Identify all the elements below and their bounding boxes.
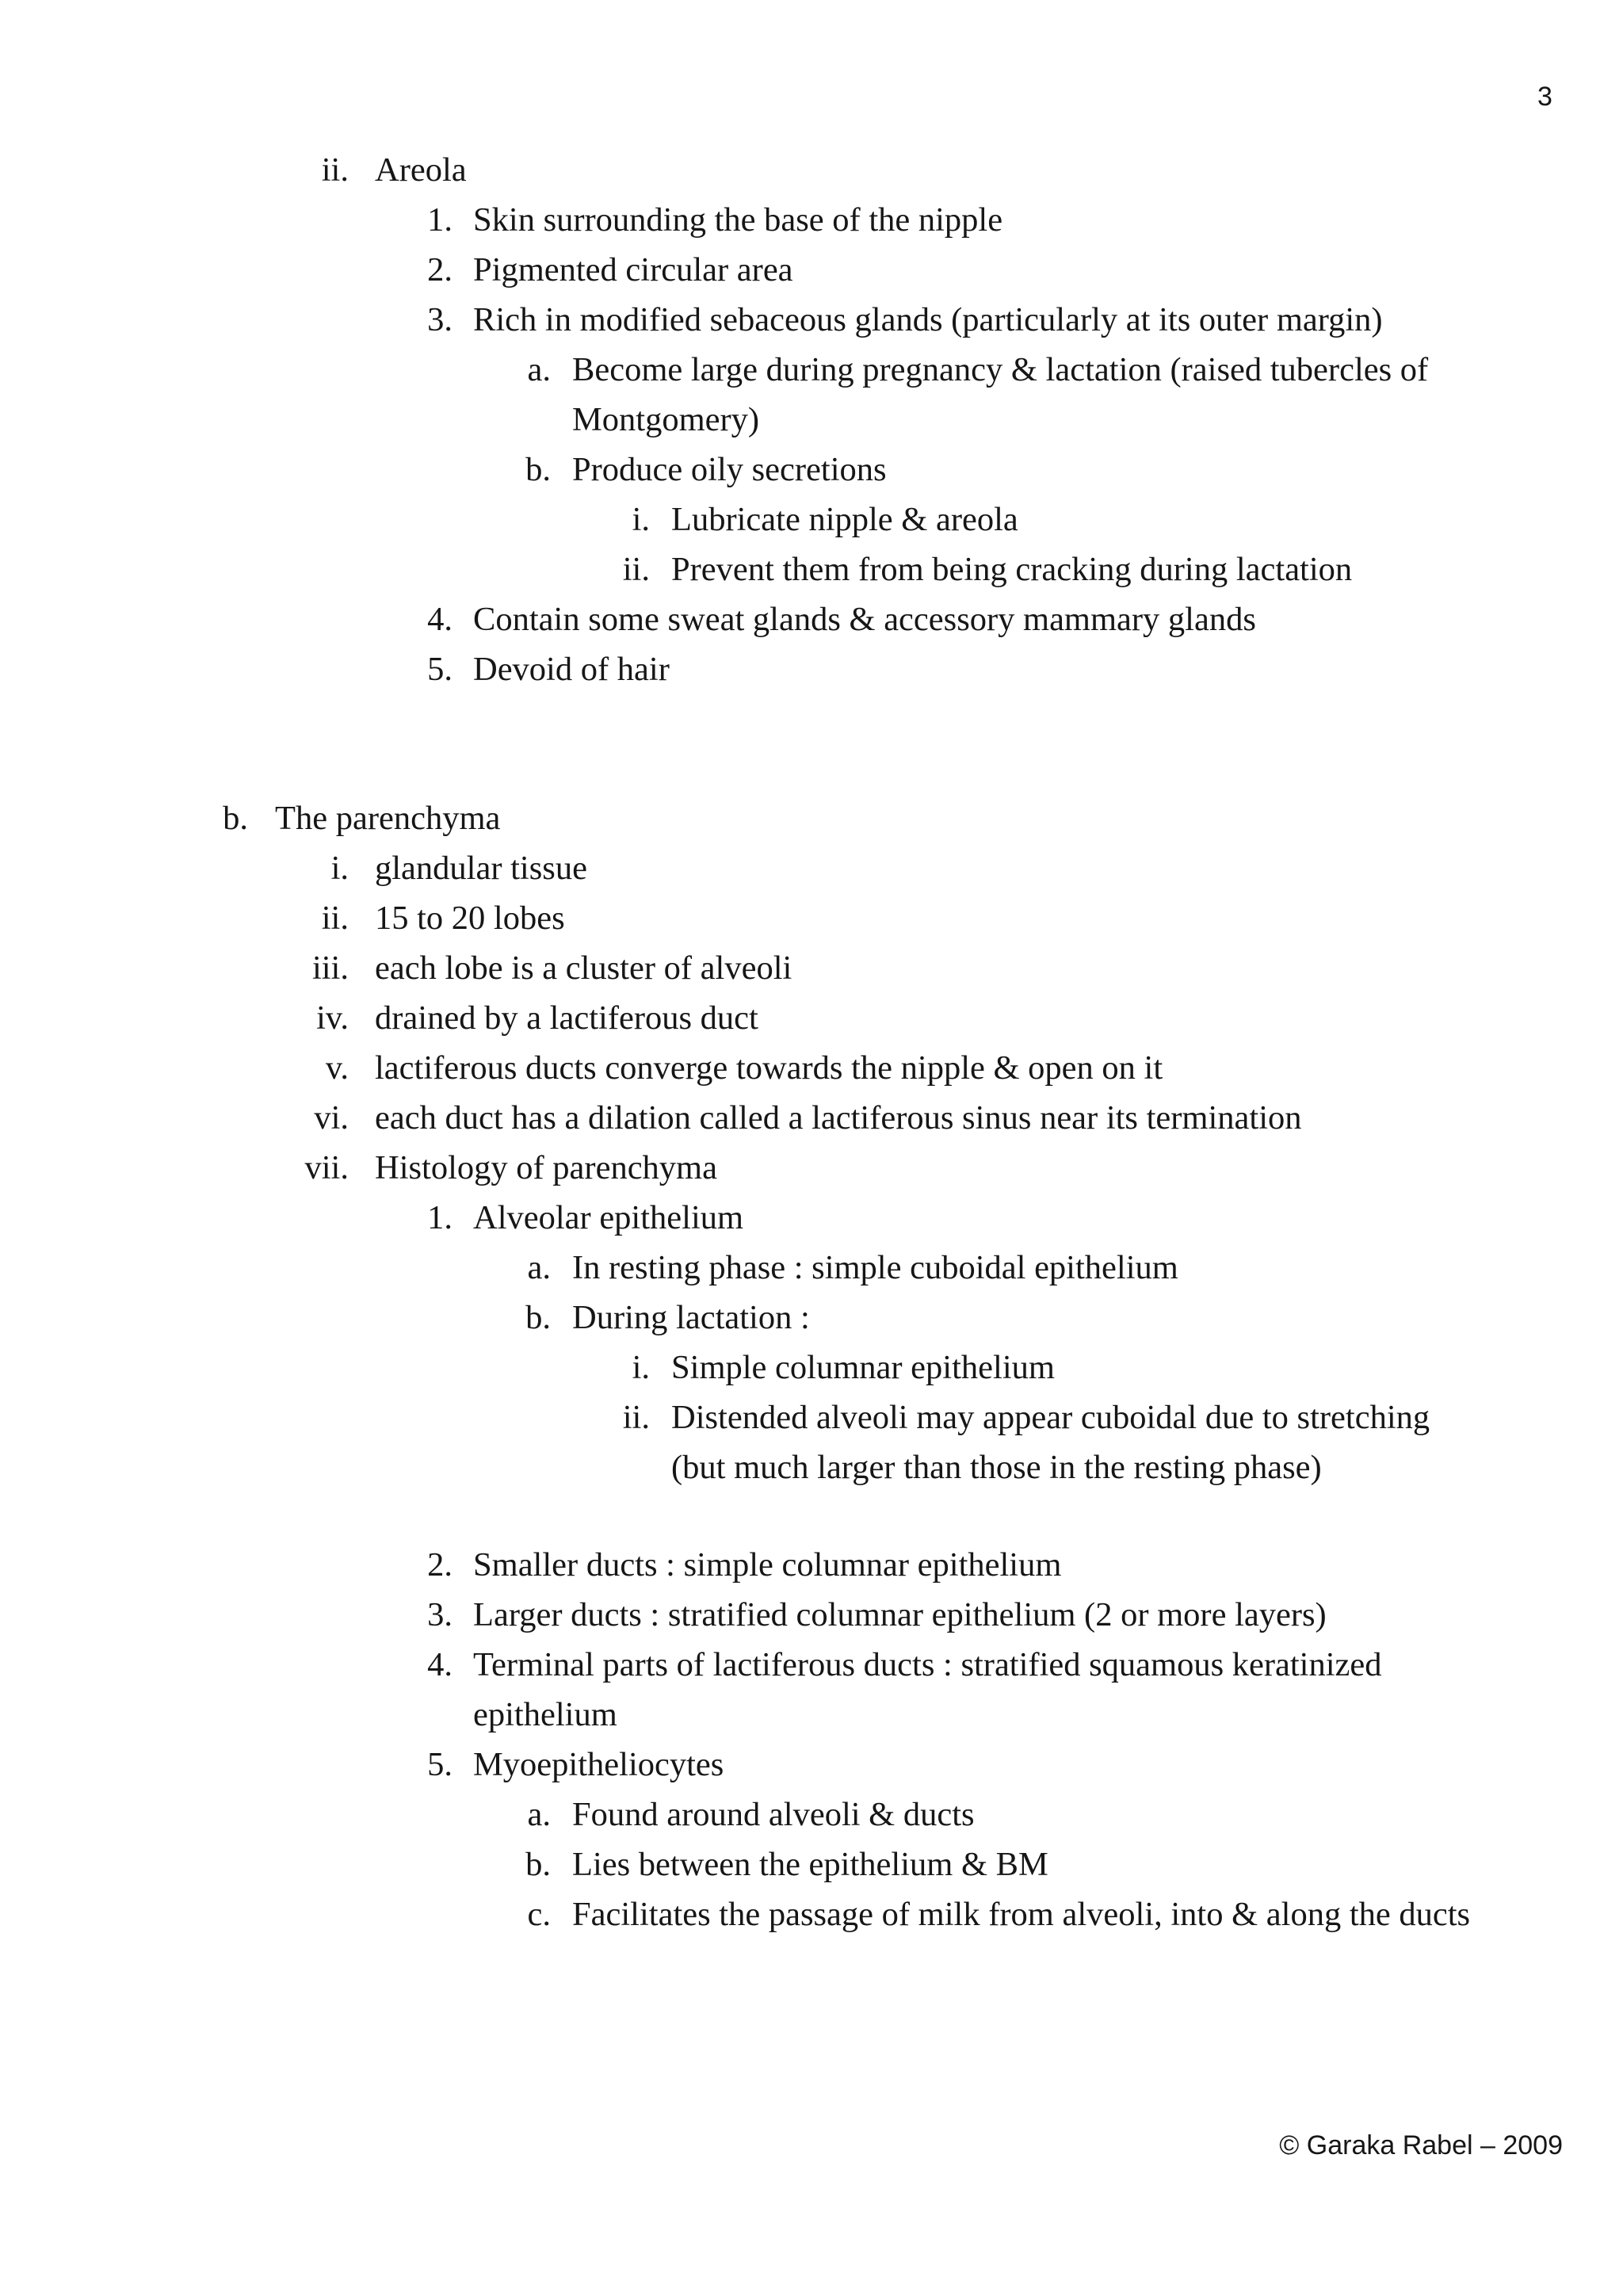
list-text: epithelium — [473, 1696, 617, 1733]
list-text: The parenchyma — [275, 800, 501, 837]
list-marker: 3. — [427, 1596, 453, 1633]
list-marker: iv. — [316, 999, 349, 1037]
list-text: each duct has a dilation called a lactiferous sinus near its termination — [375, 1099, 1302, 1137]
list-text: Larger ducts : stratified columnar epithelium (2 or more layers) — [473, 1596, 1327, 1633]
list-text: Prevent them from being cracking during lactation — [671, 551, 1353, 588]
list-marker: b. — [525, 451, 551, 488]
list-marker: 2. — [427, 251, 453, 288]
list-marker: vii. — [304, 1149, 349, 1186]
list-text: Terminal parts of lactiferous ducts : stratified squamous keratinized — [473, 1646, 1382, 1683]
list-marker: 4. — [427, 1646, 453, 1683]
list-marker: 5. — [427, 651, 453, 688]
list-text: each lobe is a cluster of alveoli — [375, 949, 792, 987]
list-marker: i. — [632, 1349, 650, 1386]
list-text: Histology of parenchyma — [375, 1149, 717, 1186]
list-marker: 1. — [427, 201, 453, 239]
list-text: drained by a lactiferous duct — [375, 999, 758, 1037]
list-marker: 2. — [427, 1546, 453, 1584]
list-marker: 5. — [427, 1746, 453, 1783]
list-text: Produce oily secretions — [572, 451, 887, 488]
list-text: Smaller ducts : simple columnar epithelium — [473, 1546, 1062, 1584]
list-text: Distended alveoli may appear cuboidal due to stretching — [671, 1399, 1430, 1436]
list-text: Simple columnar epithelium — [671, 1349, 1055, 1386]
list-marker: b. — [223, 800, 248, 837]
list-marker: a. — [527, 1249, 551, 1286]
list-marker: ii. — [321, 151, 349, 189]
list-marker: vi. — [314, 1099, 349, 1137]
list-text: Lies between the epithelium & BM — [572, 1846, 1048, 1883]
list-marker: 3. — [427, 301, 453, 338]
list-text: Areola — [375, 151, 467, 189]
list-text: Skin surrounding the base of the nipple — [473, 201, 1003, 239]
list-text: Myoepitheliocytes — [473, 1746, 724, 1783]
list-marker: ii. — [622, 551, 650, 588]
copyright-footer: © Garaka Rabel – 2009 — [1279, 2130, 1563, 2160]
list-text: Pigmented circular area — [473, 251, 793, 288]
list-marker: a. — [527, 1796, 551, 1833]
list-text: Contain some sweat glands & accessory mammary glands — [473, 601, 1256, 638]
list-text: Become large during pregnancy & lactation (raised tubercles of — [572, 351, 1429, 388]
list-marker: i. — [632, 501, 650, 538]
list-marker: b. — [525, 1846, 551, 1883]
list-text: Devoid of hair — [473, 651, 670, 688]
list-text: lactiferous ducts converge towards the nipple & open on it — [375, 1049, 1163, 1087]
list-text: (but much larger than those in the resting phase) — [671, 1449, 1322, 1486]
list-marker: a. — [527, 351, 551, 388]
list-text: During lactation : — [572, 1299, 810, 1336]
list-text: In resting phase : simple cuboidal epithelium — [572, 1249, 1178, 1286]
list-text: Found around alveoli & ducts — [572, 1796, 975, 1833]
list-text: Alveolar epithelium — [473, 1199, 744, 1236]
list-text: glandular tissue — [375, 850, 587, 887]
list-text: Facilitates the passage of milk from alveoli, into & along the ducts — [572, 1896, 1471, 1933]
list-text: Rich in modified sebaceous glands (particularly at its outer margin) — [473, 301, 1383, 338]
list-marker: c. — [527, 1896, 551, 1933]
page-number: 3 — [1537, 82, 1552, 112]
list-marker: b. — [525, 1299, 551, 1336]
list-marker: v. — [325, 1049, 349, 1087]
list-marker: ii. — [321, 900, 349, 937]
list-marker: iii. — [311, 949, 349, 987]
list-marker: i. — [330, 850, 349, 887]
list-marker: 1. — [427, 1199, 453, 1236]
list-text: Lubricate nipple & areola — [671, 501, 1018, 538]
list-text: 15 to 20 lobes — [375, 900, 565, 937]
list-text: Montgomery) — [572, 401, 760, 438]
list-marker: ii. — [622, 1399, 650, 1436]
list-marker: 4. — [427, 601, 453, 638]
